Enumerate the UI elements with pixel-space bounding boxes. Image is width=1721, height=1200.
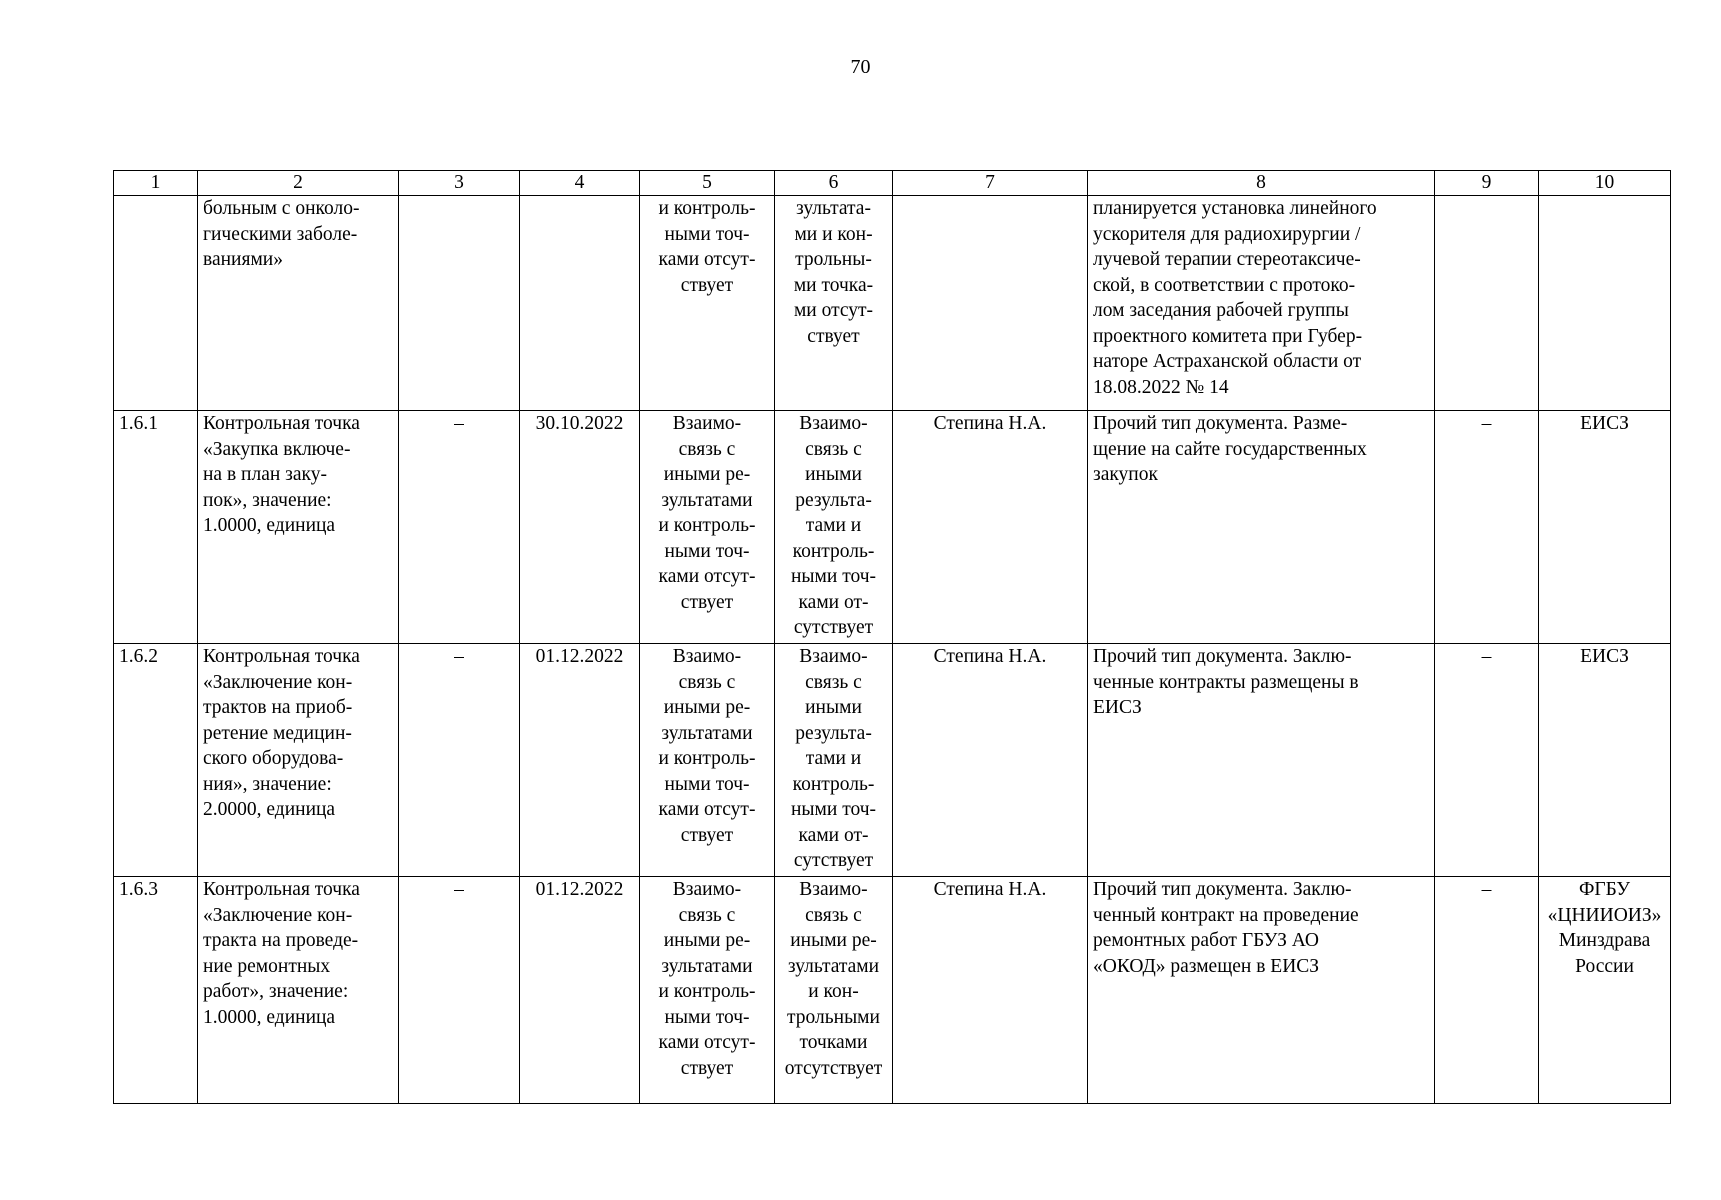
- cell-successors: зультата- ми и кон- трольны- ми точка- ми отсут- ствует: [775, 196, 893, 411]
- cell-system: ЕИСЗ: [1539, 644, 1671, 877]
- plan-table: [113, 170, 1671, 1104]
- cell-predecessors: и контроль- ными точ- ками отсут- ствует: [640, 196, 775, 411]
- cell-end-date: 01.12.2022: [520, 644, 640, 877]
- column-header: 9: [1435, 171, 1539, 196]
- cell-responsible: Степина Н.А.: [893, 877, 1088, 1104]
- cell-start-date: –: [399, 411, 520, 644]
- cell-successors: Взаимо- связь с иными результа- тами и контроль- ными точ- ками от- сутствует: [775, 644, 893, 877]
- cell-number: 1.6.3: [114, 877, 198, 1104]
- cell-col9: –: [1435, 644, 1539, 877]
- cell-responsible: Степина Н.А.: [893, 644, 1088, 877]
- cell-number: 1.6.1: [114, 411, 198, 644]
- cell-system: [1539, 196, 1671, 411]
- cell-system: ЕИСЗ: [1539, 411, 1671, 644]
- cell-name: Контрольная точка «Заключение кон- тракта на проведе- ние ремонтных работ», значение: 1.0000, единица: [198, 877, 399, 1104]
- column-header: 5: [640, 171, 775, 196]
- page-number: 70: [850, 56, 871, 78]
- column-header: 7: [893, 171, 1088, 196]
- cell-col9: [1435, 196, 1539, 411]
- cell-successors: Взаимо- связь с иными ре- зультатами и кон- трольными точками отсутствует: [775, 877, 893, 1104]
- cell-successors: Взаимо- связь с иными результа- тами и контроль- ными точ- ками от- сутствует: [775, 411, 893, 644]
- cell-document: Прочий тип документа. Заклю- ченный контракт на проведение ремонтных работ ГБУЗ АО «ОКОД» размещен в ЕИСЗ: [1088, 877, 1435, 1104]
- column-header: 1: [114, 171, 198, 196]
- cell-number: 1.6.2: [114, 644, 198, 877]
- column-header: 2: [198, 171, 399, 196]
- column-header: 8: [1088, 171, 1435, 196]
- cell-start-date: –: [399, 644, 520, 877]
- cell-document: Прочий тип документа. Разме- щение на сайте государственных закупок: [1088, 411, 1435, 644]
- column-header: 10: [1539, 171, 1671, 196]
- cell-name: Контрольная точка «Заключение кон- трактов на приоб- ретение медицин- ского оборудова- ния», значение: 2.0000, единица: [198, 644, 399, 877]
- cell-name: больным с онколо- гическими заболе- ваниями»: [198, 196, 399, 411]
- cell-predecessors: Взаимо- связь с иными ре- зультатами и контроль- ными точ- ками отсут- ствует: [640, 411, 775, 644]
- cell-col9: –: [1435, 411, 1539, 644]
- cell-document: Прочий тип документа. Заклю- ченные контракты размещены в ЕИСЗ: [1088, 644, 1435, 877]
- cell-col9: –: [1435, 877, 1539, 1104]
- cell-start-date: [399, 196, 520, 411]
- cell-document: планируется установка линейного ускорителя для радиохирургии / лучевой терапии стереотаксиче- ской, в соответствии с протоко- лом заседания рабочей группы проектного комитета при Губер- наторе Астраханской области от 18.08.2022 № 14: [1088, 196, 1435, 411]
- cell-responsible: Степина Н.А.: [893, 411, 1088, 644]
- cell-responsible: [893, 196, 1088, 411]
- cell-start-date: –: [399, 877, 520, 1104]
- table-row: [114, 411, 1671, 644]
- column-header: 4: [520, 171, 640, 196]
- cell-end-date: 01.12.2022: [520, 877, 640, 1104]
- cell-system: ФГБУ «ЦНИИОИЗ» Минздрава России: [1539, 877, 1671, 1104]
- cell-predecessors: Взаимо- связь с иными ре- зультатами и контроль- ными точ- ками отсут- ствует: [640, 644, 775, 877]
- cell-name: Контрольная точка «Закупка включе- на в план заку- пок», значение: 1.0000, единица: [198, 411, 399, 644]
- cell-predecessors: Взаимо- связь с иными ре- зультатами и контроль- ными точ- ками отсут- ствует: [640, 877, 775, 1104]
- cell-end-date: [520, 196, 640, 411]
- cell-number: [114, 196, 198, 411]
- table-row: [114, 196, 1671, 411]
- table-row: [114, 644, 1671, 877]
- table-row: [114, 877, 1671, 1104]
- column-header: 6: [775, 171, 893, 196]
- cell-end-date: 30.10.2022: [520, 411, 640, 644]
- header-row: [114, 171, 1671, 196]
- column-header: 3: [399, 171, 520, 196]
